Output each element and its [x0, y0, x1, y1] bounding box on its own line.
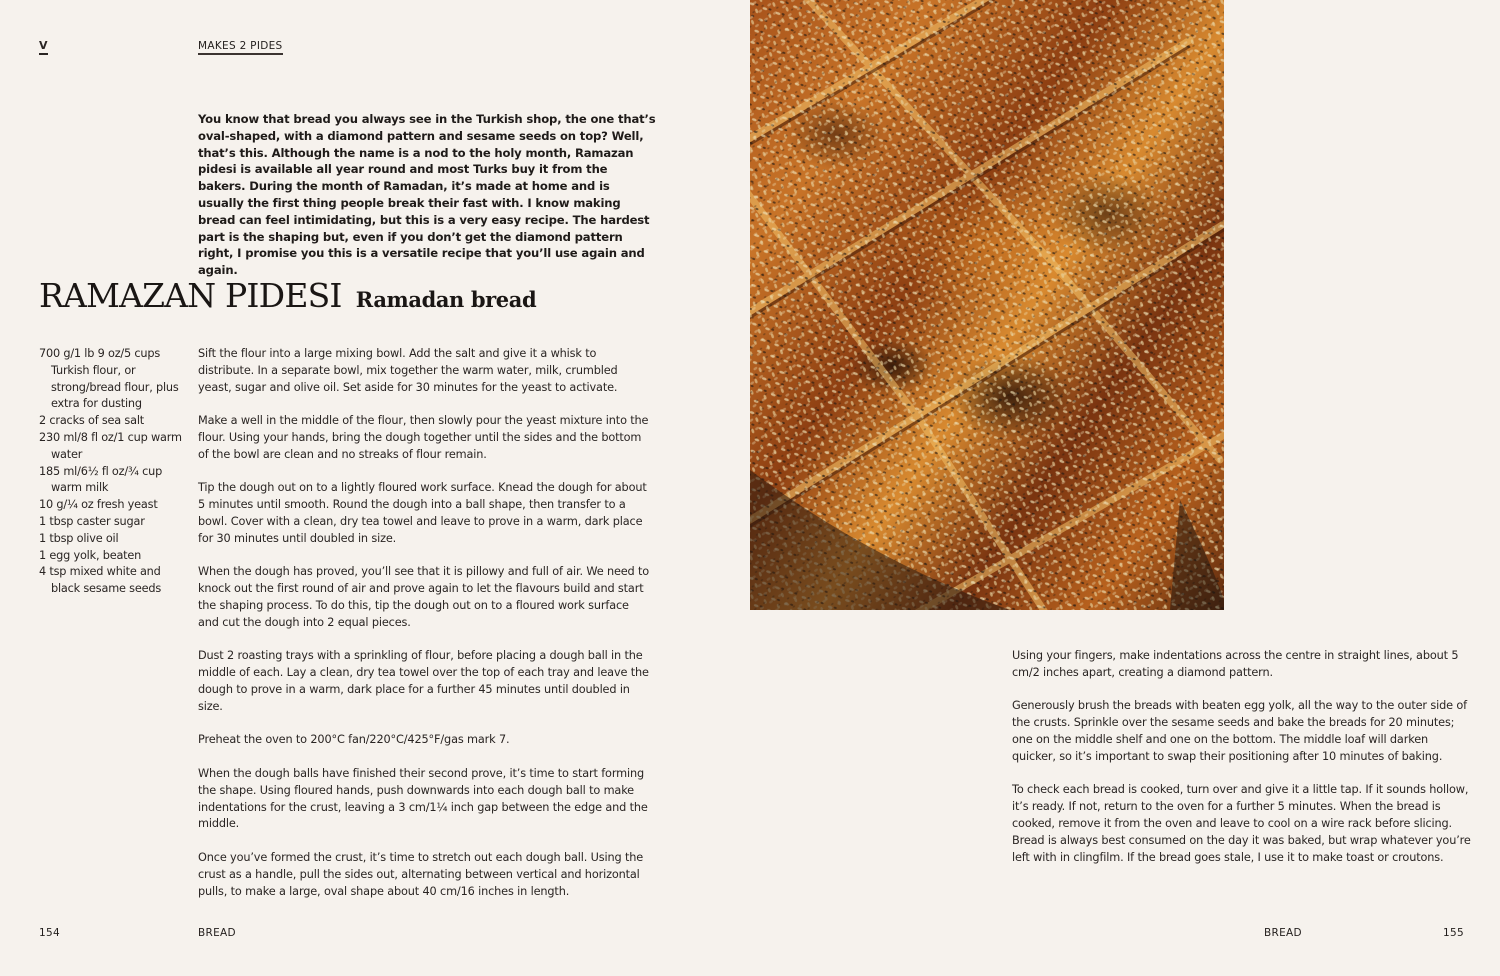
method-step: To check each bread is cooked, turn over and give it a little tap. If it sounds hollow, it’s ready. If not, return to the oven for a further 5 minutes. When the bread is cooked, remove it from the oven and leave to cool on a wire rack before slicing. Bread is always best consumed on the day it was baked, but wrap whatever you’re left with in clingfilm. If the bread goes stale, I use it to make toast or croutons. — [1012, 783, 1471, 864]
ingredient-item: 230 ml/8 fl oz/1 cup warm water — [39, 430, 182, 461]
ingredient-item: 185 ml/6½ fl oz/¾ cup warm milk — [39, 464, 163, 495]
recipe-title-translation: Ramadan bread — [355, 287, 537, 312]
page-number-right: 155 — [1443, 927, 1464, 939]
ingredient-item: 700 g/1 lb 9 oz/5 cups Turkish flour, or strong/bread flour, plus extra for dusting — [39, 347, 179, 411]
running-head-left: BREAD — [198, 927, 236, 939]
method-step: When the dough balls have finished their second prove, it’s time to start forming the shape. Using floured hands, push downwards into each dough ball to make indentations for the crust, leaving a 3 cm/1¼ inch gap between the edge and the middle. — [198, 766, 648, 831]
ingredient-item: 1 tbsp caster sugar — [39, 514, 145, 528]
bread-illustration — [750, 0, 1224, 610]
recipe-yield: MAKES 2 PIDES — [198, 40, 283, 55]
method-step: Generously brush the breads with beaten egg yolk, all the way to the outer side of the crusts. Sprinkle over the sesame seeds and bake the breads for 20 minutes; one on the middle shelf and one on the bottom. The middle loaf will darken quicker, so it’s important to swap their positioning after 10 minutes of baking. — [1012, 699, 1467, 763]
recipe-title-main: RAMAZAN PIDESI — [39, 276, 342, 315]
method-step: Once you’ve formed the crust, it’s time to stretch out each dough ball. Using the crust as a handle, pull the sides out, alternating between vertical and horizontal pulls, to make a large, oval shape about 40 cm/16 inches in length. — [198, 850, 644, 898]
running-head-right: BREAD — [1264, 927, 1302, 939]
method-step: Make a well in the middle of the flour, then slowly pour the yeast mixture into the flour. Using your hands, bring the dough together until the sides and the bottom of the bowl are clean and no streaks of flour remain. — [198, 414, 649, 461]
method-steps-left — [198, 346, 653, 917]
page-number-left: 154 — [39, 927, 60, 939]
section-marker: V — [39, 40, 48, 55]
method-step: Sift the flour into a large mixing bowl. Add the salt and give it a whisk to distribute. In a separate bowl, mix together the warm water, milk, crumbled yeast, sugar and olive oil. Set aside for 30 minutes for the yeast to activate. — [198, 347, 618, 394]
method-steps-right — [1012, 648, 1472, 883]
recipe-intro: You know that bread you always see in the Turkish shop, the one that’s oval-shaped, with a diamond pattern and sesame seeds on top? Well, that’s this. Although the name is a nod to the holy month, Ramazan pidesi is available all year round and most Turks buy it from the bakers. During the month of Ramadan, it’s made at home and is usually the first thing people break their fast with. I know making bread can feel intimidating, but this is a very easy recipe. The hardest part is the shaping but, even if you don’t get the diamond pattern right, I promise you this is a versatile recipe that you’ll use again and again. — [198, 112, 656, 278]
recipe-title — [39, 276, 536, 315]
bread-photo — [750, 0, 1224, 610]
method-step: Tip the dough out on to a lightly floured work surface. Knead the dough for about 5 minutes until smooth. Round the dough into a ball shape, then transfer to a bowl. Cover with a clean, dry tea towel and leave to prove in a warm, dark place for 30 minutes until doubled in size. — [198, 481, 647, 545]
ingredient-item: 2 cracks of sea salt — [39, 414, 144, 428]
method-step: Dust 2 roasting trays with a sprinkling of flour, before placing a dough ball in the middle of each. Lay a clean, dry tea towel over the top of each tray and leave the dough to prove in a warm, dark place for a further 45 minutes until doubled in size. — [198, 649, 649, 713]
ingredient-item: 10 g/¼ oz fresh yeast — [39, 498, 158, 512]
ingredients-list — [39, 346, 189, 598]
ingredient-item: 1 egg yolk, beaten — [39, 548, 142, 562]
method-step: When the dough has proved, you’ll see that it is pillowy and full of air. We need to knock out the first round of air and prove again to let the flavours build and start the shaping process. To do this, tip the dough out on to a floured work surface and cut the dough into 2 equal pieces. — [198, 565, 650, 629]
ingredient-item: 4 tsp mixed white and black sesame seeds — [39, 565, 162, 596]
ingredient-item: 1 tbsp olive oil — [39, 531, 119, 545]
method-step: Preheat the oven to 200°C fan/220°C/425°F/gas mark 7. — [198, 733, 510, 747]
method-step: Using your fingers, make indentations across the centre in straight lines, about 5 cm/2 inches apart, creating a diamond pattern. — [1012, 649, 1459, 679]
